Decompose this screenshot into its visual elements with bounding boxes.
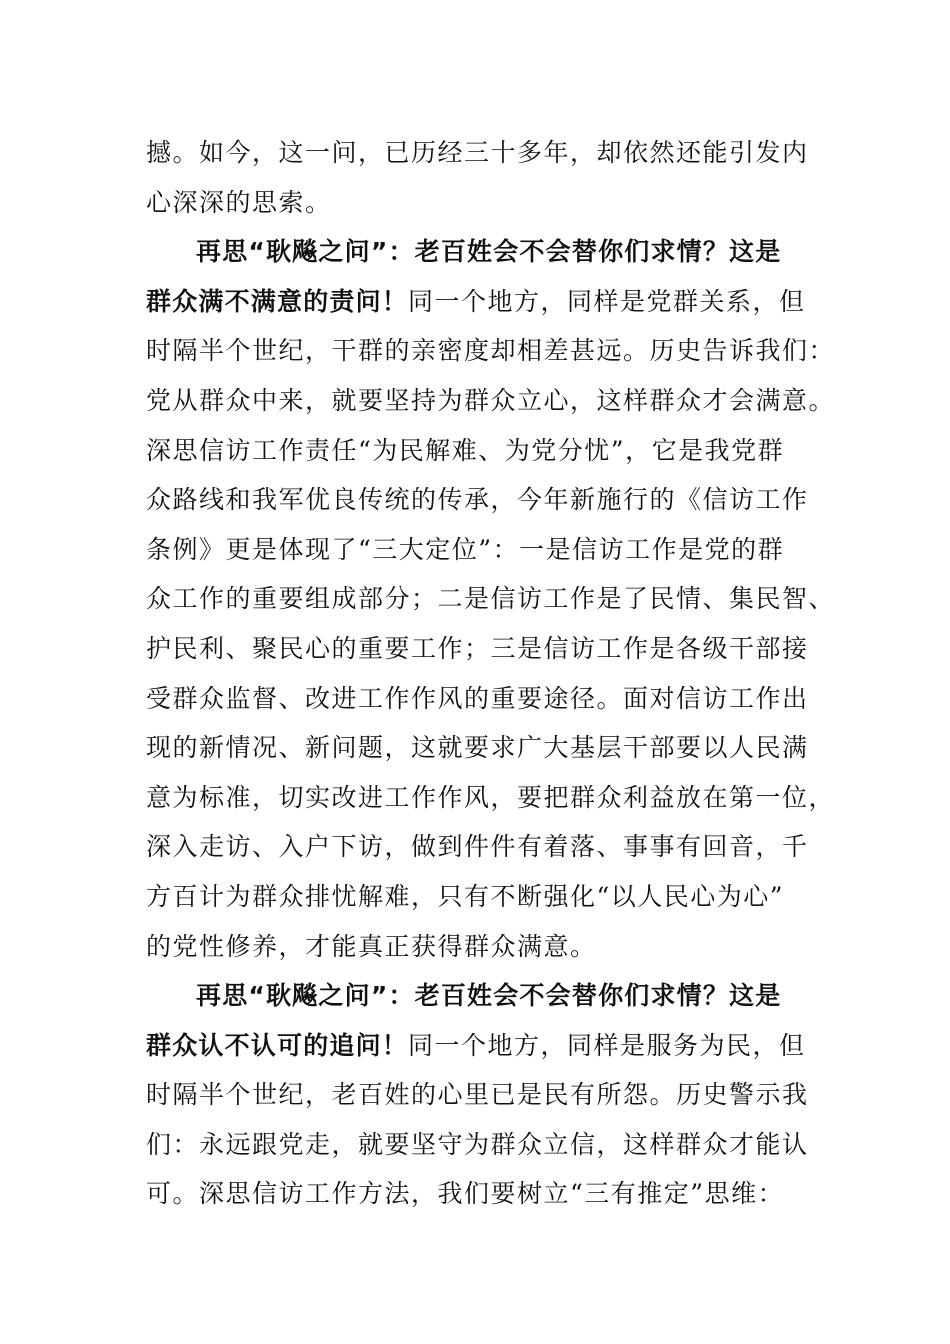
body-text	[146, 128, 846, 1219]
text-segment: 党从群众中来，就要坚持为群众立心，这样群众才会满意。	[146, 385, 836, 415]
text-line	[146, 1070, 846, 1120]
text-segment: 护民利、聚民心的重要工作；三是信访工作是各级干部接	[146, 633, 809, 663]
text-segment: 条例》更是体现了“三大定位”：一是信访工作是党的群	[146, 534, 785, 564]
text-segment: 方百计为群众排忧解难，只有不断强化“以人民心为心”	[146, 881, 785, 911]
text-line	[146, 1021, 846, 1071]
text-line	[146, 723, 846, 773]
text-segment: 时隔半个世纪，老百姓的心里已是民有所怨。历史警示我	[146, 1080, 809, 1110]
text-line	[146, 922, 846, 972]
text-segment: 受群众监督、改进工作作风的重要途径。面对信访工作出	[146, 683, 809, 713]
text-line	[146, 1169, 846, 1219]
text-line	[146, 872, 846, 922]
text-line	[146, 624, 846, 674]
text-segment: 现的新情况、新问题，这就要求广大基层干部要以人民满	[146, 733, 809, 763]
text-segment: 时隔半个世纪，干群的亲密度却相差甚远。历史告诉我们：	[146, 336, 836, 366]
text-segment: 意为标准，切实改进工作作风，要把群众利益放在第一位，	[146, 782, 836, 812]
text-line	[146, 574, 846, 624]
text-line	[146, 178, 846, 228]
text-line	[146, 525, 846, 575]
text-segment: 深入走访、入户下访，做到件件有着落、事事有回音，千	[146, 832, 809, 862]
paragraph-continuation	[146, 128, 846, 227]
paragraph-heading: 群众认不认可的追问！	[146, 1030, 409, 1060]
text-segment: 心深深的思索。	[146, 187, 332, 217]
text-segment: 的党性修养，才能真正获得群众满意。	[146, 931, 597, 961]
text-line	[146, 1120, 846, 1170]
paragraph-heading: 再思“耿飚之问”：老百姓会不会替你们求情？这是	[196, 981, 782, 1011]
text-segment: 同一个地方，同样是服务为民，但	[408, 1030, 806, 1060]
paragraph-satisfaction	[146, 227, 846, 971]
paragraph-heading: 再思“耿飚之问”：老百姓会不会替你们求情？这是	[196, 237, 782, 267]
text-segment: 撼。如今，这一问，已历经三十多年，却依然还能引发内	[146, 138, 809, 167]
text-line	[146, 426, 846, 476]
text-segment: 众工作的重要组成部分；二是信访工作是了民情、集民智、	[146, 584, 836, 614]
text-line	[146, 475, 846, 525]
text-line	[146, 277, 846, 327]
text-line	[146, 971, 846, 1021]
text-line	[146, 773, 846, 823]
text-segment: 众路线和我军优良传统的传承，今年新施行的《信访工作	[146, 485, 809, 515]
text-line	[146, 674, 846, 724]
text-segment: 们：永远跟党走，就要坚守为群众立信，这样群众才能认	[146, 1129, 809, 1159]
text-segment: 深思信访工作责任“为民解难、为党分忧”，它是我党群	[146, 435, 785, 465]
text-line	[146, 227, 846, 277]
text-segment: 可。深思信访工作方法，我们要树立“三有推定”思维：	[146, 1179, 785, 1209]
text-line	[146, 128, 846, 178]
text-segment: 同一个地方，同样是党群关系，但	[408, 286, 806, 316]
paragraph-recognition	[146, 971, 846, 1219]
text-line	[146, 326, 846, 376]
text-line	[146, 376, 846, 426]
paragraph-heading: 群众满不满意的责问！	[146, 286, 409, 316]
text-line	[146, 822, 846, 872]
